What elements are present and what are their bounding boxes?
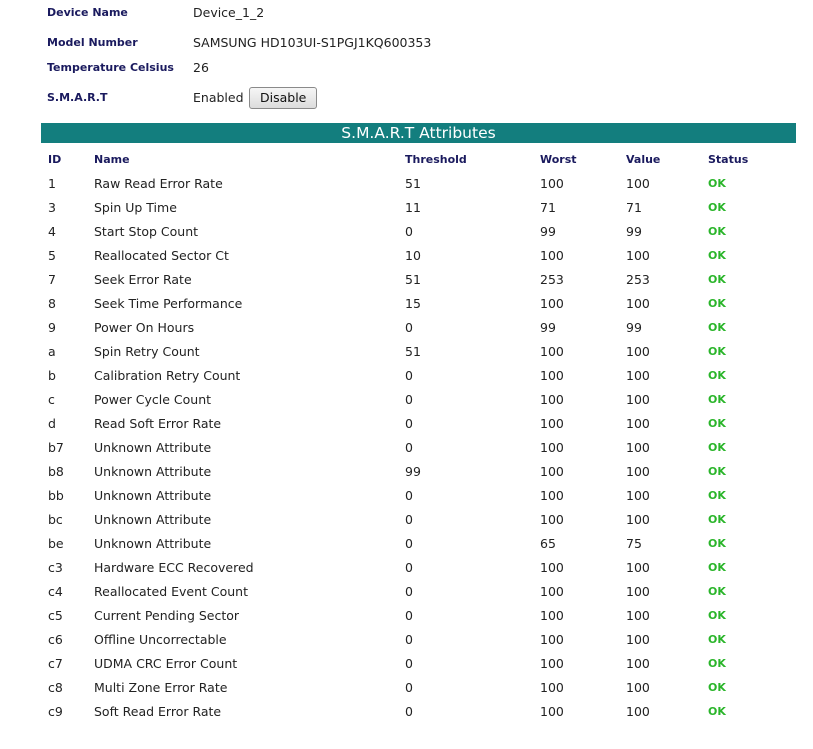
cell-worst: 100: [540, 175, 564, 191]
smart-label: S.M.A.R.T: [47, 91, 108, 104]
cell-status: OK: [708, 272, 726, 286]
cell-value: 100: [626, 439, 650, 455]
cell-value: 100: [626, 367, 650, 383]
cell-worst: 100: [540, 703, 564, 719]
table-row: [41, 195, 796, 219]
cell-status: OK: [708, 248, 726, 262]
table-row: [41, 363, 796, 387]
cell-id: b7: [48, 439, 64, 455]
table-row: [41, 219, 796, 243]
cell-name: UDMA CRC Error Count: [94, 655, 238, 671]
cell-status: OK: [708, 656, 726, 670]
temperature-row: [47, 58, 647, 78]
cell-status: OK: [708, 200, 726, 214]
cell-threshold: 0: [405, 607, 413, 623]
cell-value: 100: [626, 679, 650, 695]
table-row: [41, 339, 796, 363]
cell-value: 100: [626, 607, 650, 623]
table-row: [41, 411, 796, 435]
cell-worst: 100: [540, 607, 564, 623]
smart-status-value: Enabled: [193, 90, 244, 105]
cell-worst: 100: [540, 583, 564, 599]
cell-worst: 100: [540, 247, 564, 263]
temperature-value: 26: [193, 60, 209, 75]
cell-id: bc: [48, 511, 63, 527]
cell-id: 1: [48, 175, 56, 191]
cell-value: 100: [626, 583, 650, 599]
cell-value: 99: [626, 319, 642, 335]
cell-id: c9: [48, 703, 63, 719]
cell-id: bb: [48, 487, 64, 503]
cell-name: Multi Zone Error Rate: [94, 679, 228, 695]
cell-threshold: 0: [405, 679, 413, 695]
cell-name: Raw Read Error Rate: [94, 175, 223, 191]
cell-name: Soft Read Error Rate: [94, 703, 222, 719]
cell-value: 100: [626, 559, 650, 575]
table-row: [41, 675, 796, 699]
cell-value: 99: [626, 223, 642, 239]
cell-name: Power Cycle Count: [94, 391, 212, 407]
cell-status: OK: [708, 344, 726, 358]
cell-id: c5: [48, 607, 63, 623]
column-header-status: Status: [708, 152, 749, 166]
cell-value: 100: [626, 463, 650, 479]
cell-threshold: 51: [405, 175, 421, 191]
cell-id: c8: [48, 679, 63, 695]
smart-attributes-table: [41, 147, 796, 723]
cell-threshold: 10: [405, 247, 421, 263]
cell-worst: 100: [540, 439, 564, 455]
cell-threshold: 0: [405, 631, 413, 647]
cell-name: Calibration Retry Count: [94, 367, 241, 383]
table-header-row: [41, 147, 796, 171]
cell-id: c7: [48, 655, 63, 671]
cell-worst: 100: [540, 463, 564, 479]
cell-id: 8: [48, 295, 56, 311]
table-row: [41, 579, 796, 603]
column-header-name: Name: [94, 152, 130, 166]
cell-threshold: 0: [405, 319, 413, 335]
cell-name: Reallocated Sector Ct: [94, 247, 229, 263]
table-row: [41, 243, 796, 267]
cell-id: 9: [48, 319, 56, 335]
disable-smart-button[interactable]: Disable: [249, 87, 317, 109]
cell-status: OK: [708, 296, 726, 310]
cell-id: 4: [48, 223, 56, 239]
cell-worst: 100: [540, 295, 564, 311]
cell-value: 100: [626, 343, 650, 359]
cell-value: 100: [626, 295, 650, 311]
cell-id: 7: [48, 271, 56, 287]
cell-threshold: 0: [405, 559, 413, 575]
cell-status: OK: [708, 608, 726, 622]
cell-name: Unknown Attribute: [94, 439, 212, 455]
cell-value: 71: [626, 199, 642, 215]
cell-worst: 99: [540, 319, 556, 335]
model-number-label: Model Number: [47, 36, 138, 49]
device-name-row: [47, 3, 647, 23]
cell-name: Spin Retry Count: [94, 343, 200, 359]
cell-value: 100: [626, 703, 650, 719]
cell-worst: 100: [540, 679, 564, 695]
cell-worst: 100: [540, 511, 564, 527]
cell-threshold: 0: [405, 583, 413, 599]
cell-id: a: [48, 343, 56, 359]
table-row: [41, 627, 796, 651]
cell-threshold: 0: [405, 535, 413, 551]
cell-threshold: 15: [405, 295, 421, 311]
cell-value: 100: [626, 655, 650, 671]
cell-worst: 100: [540, 391, 564, 407]
table-row: [41, 603, 796, 627]
cell-name: Read Soft Error Rate: [94, 415, 222, 431]
cell-name: Spin Up Time: [94, 199, 177, 215]
cell-name: Unknown Attribute: [94, 535, 212, 551]
column-header-value: Value: [626, 152, 661, 166]
device-name-value: Device_1_2: [193, 5, 265, 20]
cell-worst: 99: [540, 223, 556, 239]
cell-id: be: [48, 535, 64, 551]
table-row: [41, 267, 796, 291]
device-name-label: Device Name: [47, 6, 128, 19]
cell-threshold: 51: [405, 343, 421, 359]
cell-worst: 71: [540, 199, 556, 215]
temperature-label: Temperature Celsius: [47, 61, 174, 74]
cell-threshold: 0: [405, 439, 413, 455]
cell-name: Hardware ECC Recovered: [94, 559, 254, 575]
cell-name: Power On Hours: [94, 319, 195, 335]
cell-worst: 100: [540, 343, 564, 359]
model-number-row: [47, 33, 647, 53]
cell-status: OK: [708, 464, 726, 478]
cell-worst: 65: [540, 535, 556, 551]
cell-status: OK: [708, 176, 726, 190]
cell-threshold: 0: [405, 703, 413, 719]
cell-name: Start Stop Count: [94, 223, 199, 239]
column-header-worst: Worst: [540, 152, 577, 166]
table-row: [41, 435, 796, 459]
cell-status: OK: [708, 320, 726, 334]
cell-value: 100: [626, 391, 650, 407]
smart-attributes-header: S.M.A.R.T Attributes: [41, 123, 796, 143]
cell-name: Seek Error Rate: [94, 271, 192, 287]
model-number-value: SAMSUNG HD103UI-S1PGJ1KQ600353: [193, 35, 432, 50]
cell-value: 100: [626, 415, 650, 431]
table-row: [41, 459, 796, 483]
cell-id: c: [48, 391, 55, 407]
cell-value: 100: [626, 487, 650, 503]
cell-threshold: 0: [405, 367, 413, 383]
cell-value: 100: [626, 175, 650, 191]
table-row: [41, 507, 796, 531]
cell-worst: 100: [540, 655, 564, 671]
cell-name: Seek Time Performance: [94, 295, 243, 311]
cell-value: 100: [626, 631, 650, 647]
cell-name: Offline Uncorrectable: [94, 631, 227, 647]
smart-row: [47, 88, 647, 108]
cell-status: OK: [708, 536, 726, 550]
cell-worst: 100: [540, 415, 564, 431]
cell-threshold: 99: [405, 463, 421, 479]
cell-status: OK: [708, 680, 726, 694]
cell-id: b: [48, 367, 56, 383]
cell-status: OK: [708, 368, 726, 382]
cell-id: b8: [48, 463, 64, 479]
cell-id: d: [48, 415, 56, 431]
table-row: [41, 651, 796, 675]
table-row: [41, 483, 796, 507]
cell-status: OK: [708, 632, 726, 646]
cell-threshold: 0: [405, 487, 413, 503]
cell-status: OK: [708, 416, 726, 430]
cell-status: OK: [708, 584, 726, 598]
cell-name: Current Pending Sector: [94, 607, 240, 623]
cell-status: OK: [708, 704, 726, 718]
cell-status: OK: [708, 392, 726, 406]
cell-id: c3: [48, 559, 63, 575]
cell-status: OK: [708, 488, 726, 502]
cell-value: 100: [626, 511, 650, 527]
cell-threshold: 0: [405, 511, 413, 527]
cell-worst: 100: [540, 631, 564, 647]
cell-value: 100: [626, 247, 650, 263]
cell-id: c4: [48, 583, 63, 599]
table-row: [41, 699, 796, 723]
cell-threshold: 11: [405, 199, 421, 215]
table-row: [41, 531, 796, 555]
cell-status: OK: [708, 440, 726, 454]
cell-worst: 100: [540, 487, 564, 503]
cell-id: 3: [48, 199, 56, 215]
table-row: [41, 171, 796, 195]
cell-worst: 100: [540, 559, 564, 575]
cell-name: Unknown Attribute: [94, 511, 212, 527]
column-header-threshold: Threshold: [405, 152, 467, 166]
cell-status: OK: [708, 560, 726, 574]
cell-threshold: 0: [405, 415, 413, 431]
table-row: [41, 291, 796, 315]
cell-worst: 100: [540, 367, 564, 383]
cell-threshold: 0: [405, 391, 413, 407]
cell-worst: 253: [540, 271, 564, 287]
table-row: [41, 555, 796, 579]
cell-threshold: 0: [405, 655, 413, 671]
cell-threshold: 51: [405, 271, 421, 287]
cell-name: Reallocated Event Count: [94, 583, 249, 599]
column-header-id: ID: [48, 152, 62, 166]
table-row: [41, 315, 796, 339]
cell-value: 75: [626, 535, 642, 551]
cell-threshold: 0: [405, 223, 413, 239]
cell-status: OK: [708, 512, 726, 526]
cell-name: Unknown Attribute: [94, 463, 212, 479]
cell-id: c6: [48, 631, 63, 647]
table-row: [41, 387, 796, 411]
cell-value: 253: [626, 271, 650, 287]
cell-status: OK: [708, 224, 726, 238]
cell-id: 5: [48, 247, 56, 263]
cell-name: Unknown Attribute: [94, 487, 212, 503]
smart-attributes-body: [41, 171, 796, 723]
